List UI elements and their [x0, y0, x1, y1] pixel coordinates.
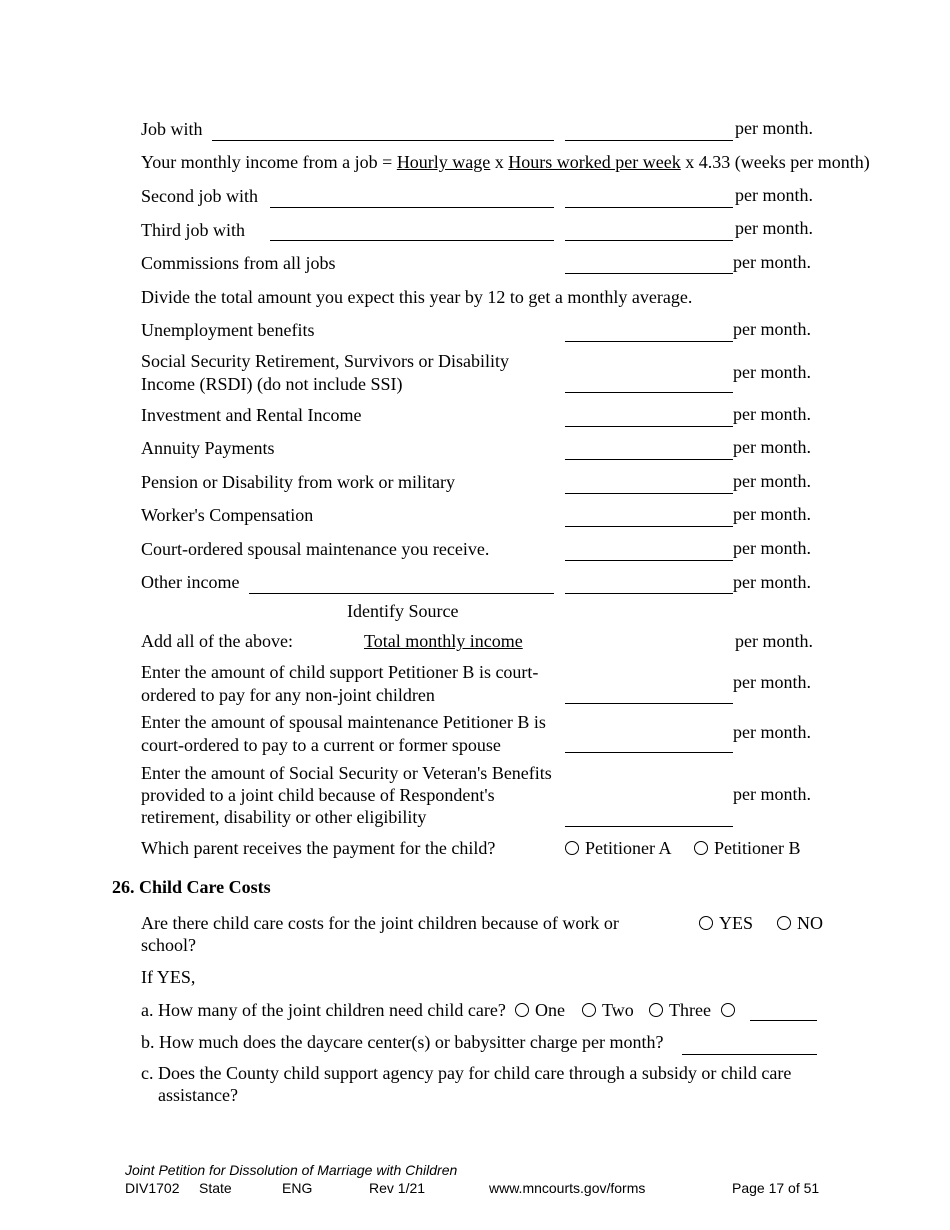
per-month-label: per month. [733, 437, 811, 457]
identify-source-caption: Identify Source [347, 601, 459, 621]
third-job-label: Third job with [141, 220, 245, 240]
third-job-amount-field[interactable] [565, 240, 733, 241]
ss-vet-label-line1: Enter the amount of Social Security or Veteran's Benefits [141, 763, 552, 783]
question-c-label-line2: assistance? [158, 1085, 238, 1105]
radio-circle-icon [699, 916, 713, 930]
unemployment-amount-field[interactable] [565, 341, 733, 342]
footer-state: State [199, 1180, 232, 1196]
footer-title: Joint Petition for Dissolution of Marriage with Children [125, 1162, 458, 1178]
footer-lang: ENG [282, 1180, 313, 1196]
per-month-label: per month. [733, 252, 811, 272]
per-month-label: per month. [733, 672, 811, 692]
per-month-label: per month. [733, 538, 811, 558]
workers-comp-label: Worker's Compensation [141, 505, 314, 525]
commissions-amount-field[interactable] [565, 273, 733, 274]
section-26-heading: 26. Child Care Costs [112, 877, 271, 897]
per-month-label: per month. [733, 471, 811, 491]
second-job-label: Second job with [141, 186, 258, 206]
third-job-employer-field[interactable] [270, 240, 554, 241]
no-radio[interactable]: NO [777, 912, 823, 934]
rsdi-label-line2: Income (RSDI) (do not include SSI) [141, 374, 403, 394]
unemployment-label: Unemployment benefits [141, 320, 315, 340]
per-month-label: per month. [733, 404, 811, 424]
spousal-paid-label-line1: Enter the amount of spousal maintenance Petitioner B is [141, 712, 546, 732]
child-support-amount-field[interactable] [565, 703, 733, 704]
yes-radio[interactable]: YES [699, 912, 753, 934]
pension-label: Pension or Disability from work or military [141, 472, 455, 492]
spousal-paid-label-line2: court-ordered to pay to a current or former spouse [141, 735, 501, 755]
other-count-field[interactable] [750, 1020, 817, 1021]
footer-page-number: Page 17 of 51 [732, 1180, 820, 1196]
rsdi-label-line1: Social Security Retirement, Survivors or Disability [141, 351, 509, 371]
which-parent-label: Which parent receives the payment for the child? [141, 838, 496, 858]
job-income-formula: Your monthly income from a job = Hourly wage x Hours worked per week x 4.33 (weeks per month) [141, 152, 870, 172]
per-month-label: per month. [735, 185, 813, 205]
radio-circle-icon [565, 841, 579, 855]
radio-circle-icon [515, 1003, 529, 1017]
other-count-radio[interactable] [721, 999, 741, 1021]
workers-comp-amount-field[interactable] [565, 526, 733, 527]
rsdi-amount-field[interactable] [565, 392, 733, 393]
job-employer-field[interactable] [212, 140, 554, 141]
radio-circle-icon [777, 916, 791, 930]
radio-circle-icon [582, 1003, 596, 1017]
second-job-amount-field[interactable] [565, 207, 733, 208]
child-support-label-line2: ordered to pay for any non-joint children [141, 685, 435, 705]
investment-amount-field[interactable] [565, 426, 733, 427]
question-a-label: a. How many of the joint children need child care? [141, 1000, 506, 1020]
per-month-label: per month. [733, 362, 811, 382]
question-c-label-line1: c. Does the County child support agency pay for child care through a subsidy or child care [141, 1063, 792, 1083]
per-month-label: per month. [735, 631, 813, 651]
footer-rev: Rev 1/21 [369, 1180, 426, 1196]
other-income-amount-field[interactable] [565, 593, 733, 594]
ss-vet-amount-field[interactable] [565, 826, 733, 827]
radio-circle-icon [694, 841, 708, 855]
ss-vet-label-line2: provided to a joint child because of Respondent's [141, 785, 495, 805]
per-month-label: per month. [733, 319, 811, 339]
spousal-received-label: Court-ordered spousal maintenance you receive. [141, 539, 490, 559]
petitioner-b-radio[interactable]: Petitioner B [694, 837, 801, 859]
other-income-source-field[interactable] [249, 593, 554, 594]
per-month-label: per month. [733, 722, 811, 742]
daycare-charge-field[interactable] [682, 1054, 817, 1055]
per-month-label: per month. [735, 118, 813, 138]
annuity-amount-field[interactable] [565, 459, 733, 460]
footer-url[interactable]: www.mncourts.gov/forms [489, 1180, 646, 1196]
annuity-label: Annuity Payments [141, 438, 275, 458]
footer-form-id: DIV1702 [125, 1180, 180, 1196]
child-support-label-line1: Enter the amount of child support Petitioner B is court- [141, 662, 539, 682]
two-radio[interactable]: Two [582, 999, 634, 1021]
child-care-question-line1: Are there child care costs for the joint children because of work or [141, 913, 619, 933]
radio-circle-icon [649, 1003, 663, 1017]
job-amount-field[interactable] [565, 140, 733, 141]
one-radio[interactable]: One [515, 999, 565, 1021]
per-month-label: per month. [733, 784, 811, 804]
spousal-received-amount-field[interactable] [565, 560, 733, 561]
total-monthly-income-label: Total monthly income [364, 631, 523, 651]
spousal-paid-amount-field[interactable] [565, 752, 733, 753]
add-all-label: Add all of the above: [141, 631, 293, 651]
second-job-employer-field[interactable] [270, 207, 554, 208]
petitioner-a-radio[interactable]: Petitioner A [565, 837, 672, 859]
per-month-label: per month. [733, 572, 811, 592]
per-month-label: per month. [735, 218, 813, 238]
pension-amount-field[interactable] [565, 493, 733, 494]
divide-note: Divide the total amount you expect this year by 12 to get a monthly average. [141, 287, 693, 307]
if-yes-label: If YES, [141, 967, 196, 987]
three-radio[interactable]: Three [649, 999, 711, 1021]
other-income-label: Other income [141, 572, 240, 592]
investment-label: Investment and Rental Income [141, 405, 362, 425]
radio-circle-icon [721, 1003, 735, 1017]
per-month-label: per month. [733, 504, 811, 524]
ss-vet-label-line3: retirement, disability or other eligibility [141, 807, 427, 827]
child-care-question-line2: school? [141, 935, 196, 955]
job-with-label: Job with [141, 119, 203, 139]
question-b-label: b. How much does the daycare center(s) or babysitter charge per month? [141, 1032, 664, 1052]
commissions-label: Commissions from all jobs [141, 253, 336, 273]
